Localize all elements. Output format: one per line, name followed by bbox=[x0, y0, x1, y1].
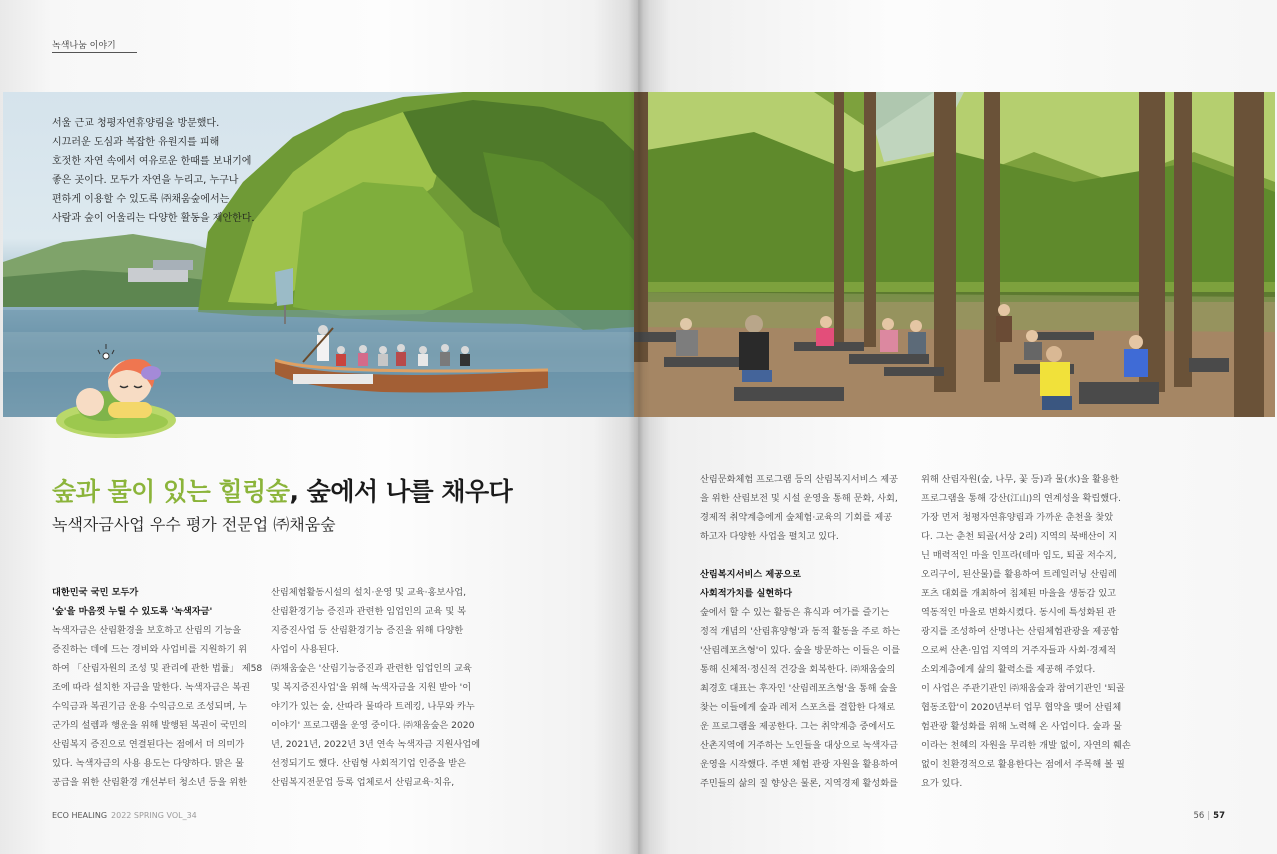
body-text-line: 및 복지증진사업'을 위해 녹색자금을 지원 받아 '이 bbox=[271, 682, 472, 693]
body-text-line: 군가의 설렘과 행운을 위해 발행된 복권이 국민의 bbox=[52, 720, 248, 731]
body-text-line: 산림문화체험 프로그램 등의 산림복지서비스 제공 bbox=[700, 474, 899, 485]
footer-issue: 2022 SPRING VOL_34 bbox=[111, 811, 197, 820]
body-text-line: 하고자 다양한 사업을 펼치고 있다. bbox=[700, 531, 839, 542]
body-text-line: 산림체험활동시설의 설치·운영 및 교육·홍보사업, bbox=[271, 587, 467, 598]
section-divider bbox=[52, 52, 137, 53]
body-text-line: 최경호 대표는 후자인 '산림레포츠형'을 통해 숲을 bbox=[700, 683, 898, 694]
body-text-line: 을 위한 산림보전 및 시설 운영을 통해 문화, 사회, bbox=[700, 493, 898, 504]
page-numbers bbox=[1193, 811, 1225, 821]
body-text-line: 협동조합'이 2020년부터 업무 협약을 맺어 산림체 bbox=[921, 702, 1122, 713]
subheading-line: 산림복지서비스 제공으로 bbox=[700, 569, 801, 580]
subheadline: 녹색자금사업 우수 평가 전문업 ㈜채움숲 bbox=[52, 515, 336, 534]
body-text-line: 있다. 녹색자금의 사용 용도는 다양하다. 맑은 물 bbox=[52, 758, 244, 769]
forest-illustration bbox=[634, 92, 1275, 417]
body-text-line: 험관광 활성화를 위해 노력해 온 사업이다. 숲과 물 bbox=[921, 721, 1122, 732]
body-text-line: 위해 산림자원(숲, 나무, 꽃 등)과 물(水)을 활용한 bbox=[921, 474, 1119, 485]
body-text-line: 으로써 산촌·임업 지역의 거주자들과 사회·경제적 bbox=[921, 645, 1117, 656]
photo-caption bbox=[52, 114, 272, 228]
body-text-line: 찾는 이들에게 숲과 레저 스포츠를 결합한 다채로 bbox=[700, 702, 896, 713]
body-column-2 bbox=[271, 583, 481, 792]
body-text-line: 년, 2021년, 2022년 3년 연속 녹색자금 지원사업에 bbox=[271, 739, 481, 750]
body-text-line: 지증진사업 등 산림환경기능 증진을 위해 다양한 bbox=[271, 625, 464, 636]
paragraph-gap bbox=[700, 546, 900, 565]
headline-part1: 숲과 물이 있는 bbox=[52, 477, 219, 506]
caption-line: 서울 근교 청평자연휴양림을 방문했다. bbox=[52, 118, 220, 129]
page-number-separator: | bbox=[1207, 811, 1211, 821]
mascot-illustration bbox=[48, 340, 183, 440]
body-text-line: 이야기' 프로그램을 운영 중이다. ㈜채움숲은 2020 bbox=[271, 720, 475, 731]
footer-brand: ECO HEALING bbox=[52, 811, 108, 820]
subheading-line: 사회적가치를 실현하다 bbox=[700, 588, 792, 599]
body-text-line: 없이 친환경적으로 활용한다는 점에서 주목해 볼 필 bbox=[921, 759, 1125, 770]
body-text-line: 소외계층에게 삶의 활력소를 제공해 주었다. bbox=[921, 664, 1096, 675]
subheading-line: '숲'을 마음껏 누릴 수 있도록 '녹색자금' bbox=[52, 606, 213, 617]
body-text-line: 다. 그는 춘천 퇴골(서상 2리) 지역의 북배산이 지 bbox=[921, 531, 1118, 542]
headline-part3: , 숲에서 나를 채우다 bbox=[289, 477, 513, 506]
caption-line: 시끄러운 도심과 복잡한 유원지를 피해 bbox=[52, 137, 220, 148]
body-text-line: 통해 신체적·정신적 건강을 회복한다. ㈜채움숲의 bbox=[700, 664, 896, 675]
caption-line: 편하게 이용할 수 있도록 ㈜채움숲에서는 bbox=[52, 194, 230, 205]
body-text-line: 운 프로그램을 제공한다. 그는 취약계층 중에서도 bbox=[700, 721, 896, 732]
body-text-line: 야기가 있는 숲, 산따라 물따라 트레킹, 나무와 카누 bbox=[271, 701, 475, 712]
body-text-line: 오리구이, 된산물)를 활용하여 트레일러닝 산림레 bbox=[921, 569, 1117, 580]
body-text-line: 숲에서 할 수 있는 활동은 휴식과 여가를 즐기는 bbox=[700, 607, 890, 618]
body-text-line: 하여 「산림자원의 조성 및 관리에 관한 법률」 제58 bbox=[52, 663, 263, 674]
section-label: 녹색나눔 이야기 bbox=[52, 41, 116, 51]
body-text-line: 선정되기도 했다. 산림형 사회적기업 인증을 받은 bbox=[271, 758, 467, 769]
body-text-line: '산림레포츠형'이 있다. 숲을 방문하는 이들은 이를 bbox=[700, 645, 901, 656]
body-text-line: 프로그램을 통해 강산(江山)의 연계성을 확립했다. bbox=[921, 493, 1121, 504]
body-text-line: 주민들의 삶의 질 향상은 물론, 지역경제 활성화를 bbox=[700, 778, 898, 789]
body-text-line: 포츠 대회를 개최하여 침체된 마을을 생동감 있고 bbox=[921, 588, 1117, 599]
body-text-line: 산림복지 증진으로 연결된다는 점에서 더 의미가 bbox=[52, 739, 245, 750]
page-number-right: 57 bbox=[1213, 811, 1225, 821]
body-column-1 bbox=[52, 583, 263, 792]
body-text-line: 녹색자금은 산림환경을 보호하고 산림의 기능을 bbox=[52, 625, 242, 636]
body-text-line: 광지를 조성하여 산명나는 산림체험관광을 제공함 bbox=[921, 626, 1120, 637]
body-text-line: 경제적 취약계층에게 숲체험·교육의 기회를 제공 bbox=[700, 512, 893, 523]
body-text-line: 정적 개념의 '산림휴양형'과 동적 활동을 주로 하는 bbox=[700, 626, 901, 637]
forest-class-photo bbox=[634, 92, 1275, 417]
body-text-line: 요가 있다. bbox=[921, 778, 963, 789]
caption-line: 좋은 곳이다. 모두가 자연을 누리고, 누구나 bbox=[52, 175, 239, 186]
body-text-line: 사업이 사용된다. bbox=[271, 644, 339, 655]
body-text-line: 이라는 천혜의 자원을 무리한 개발 없이, 자연의 훼손 bbox=[921, 740, 1131, 751]
headline-part2: 힐링숲 bbox=[218, 477, 290, 506]
headline bbox=[52, 472, 512, 508]
body-text-line: 가장 먼저 청평자연휴양림과 가까운 춘천을 찾았 bbox=[921, 512, 1114, 523]
body-text-line: 산림환경기능 증진과 관련한 임업인의 교육 및 복 bbox=[271, 606, 467, 617]
footer-masthead bbox=[52, 811, 197, 820]
body-text-line: 산촌지역에 거주하는 노인들을 대상으로 녹색자금 bbox=[700, 740, 899, 751]
body-text-line: 운영을 시작했다. 주변 체험 관광 자원을 활용하여 bbox=[700, 759, 898, 770]
subheading-line: 대한민국 국민 모두가 bbox=[52, 587, 139, 598]
body-text-line: 증진하는 데에 드는 경비와 사업비를 지원하기 위 bbox=[52, 644, 248, 655]
body-text-line: 공급을 위한 산림환경 개선부터 청소년 등을 위한 bbox=[52, 777, 248, 788]
body-text-line: 조에 따라 설치한 자금을 말한다. 녹색자금은 복권 bbox=[52, 682, 250, 693]
body-text-line: 수익금과 복권기금 운용 수익금으로 조성되며, 누 bbox=[52, 701, 248, 712]
body-text-line: 이 사업은 주관기관인 ㈜채움숲과 참여기관인 '퇴골 bbox=[921, 683, 1125, 694]
body-text-line: ㈜채움숲은 '산림기능증진과 관련한 임업인의 교육 bbox=[271, 663, 472, 674]
body-text-line: 역동적인 마을로 변화시켰다. 동시에 특성화된 관 bbox=[921, 607, 1117, 618]
page-number-left: 56 bbox=[1193, 811, 1205, 821]
body-column-3 bbox=[700, 470, 900, 793]
body-column-4 bbox=[921, 470, 1131, 793]
body-text-line: 산림복지전문업 등록 업체로서 산림교육·치유, bbox=[271, 777, 455, 788]
caption-line: 사람과 숲이 어울리는 다양한 활동을 제안한다. bbox=[52, 213, 255, 224]
body-text-line: 닌 매력적인 마을 인프라(테마 임도, 퇴골 저수지, bbox=[921, 550, 1117, 561]
caption-line: 호젓한 자연 속에서 여유로운 한때를 보내기에 bbox=[52, 156, 252, 167]
